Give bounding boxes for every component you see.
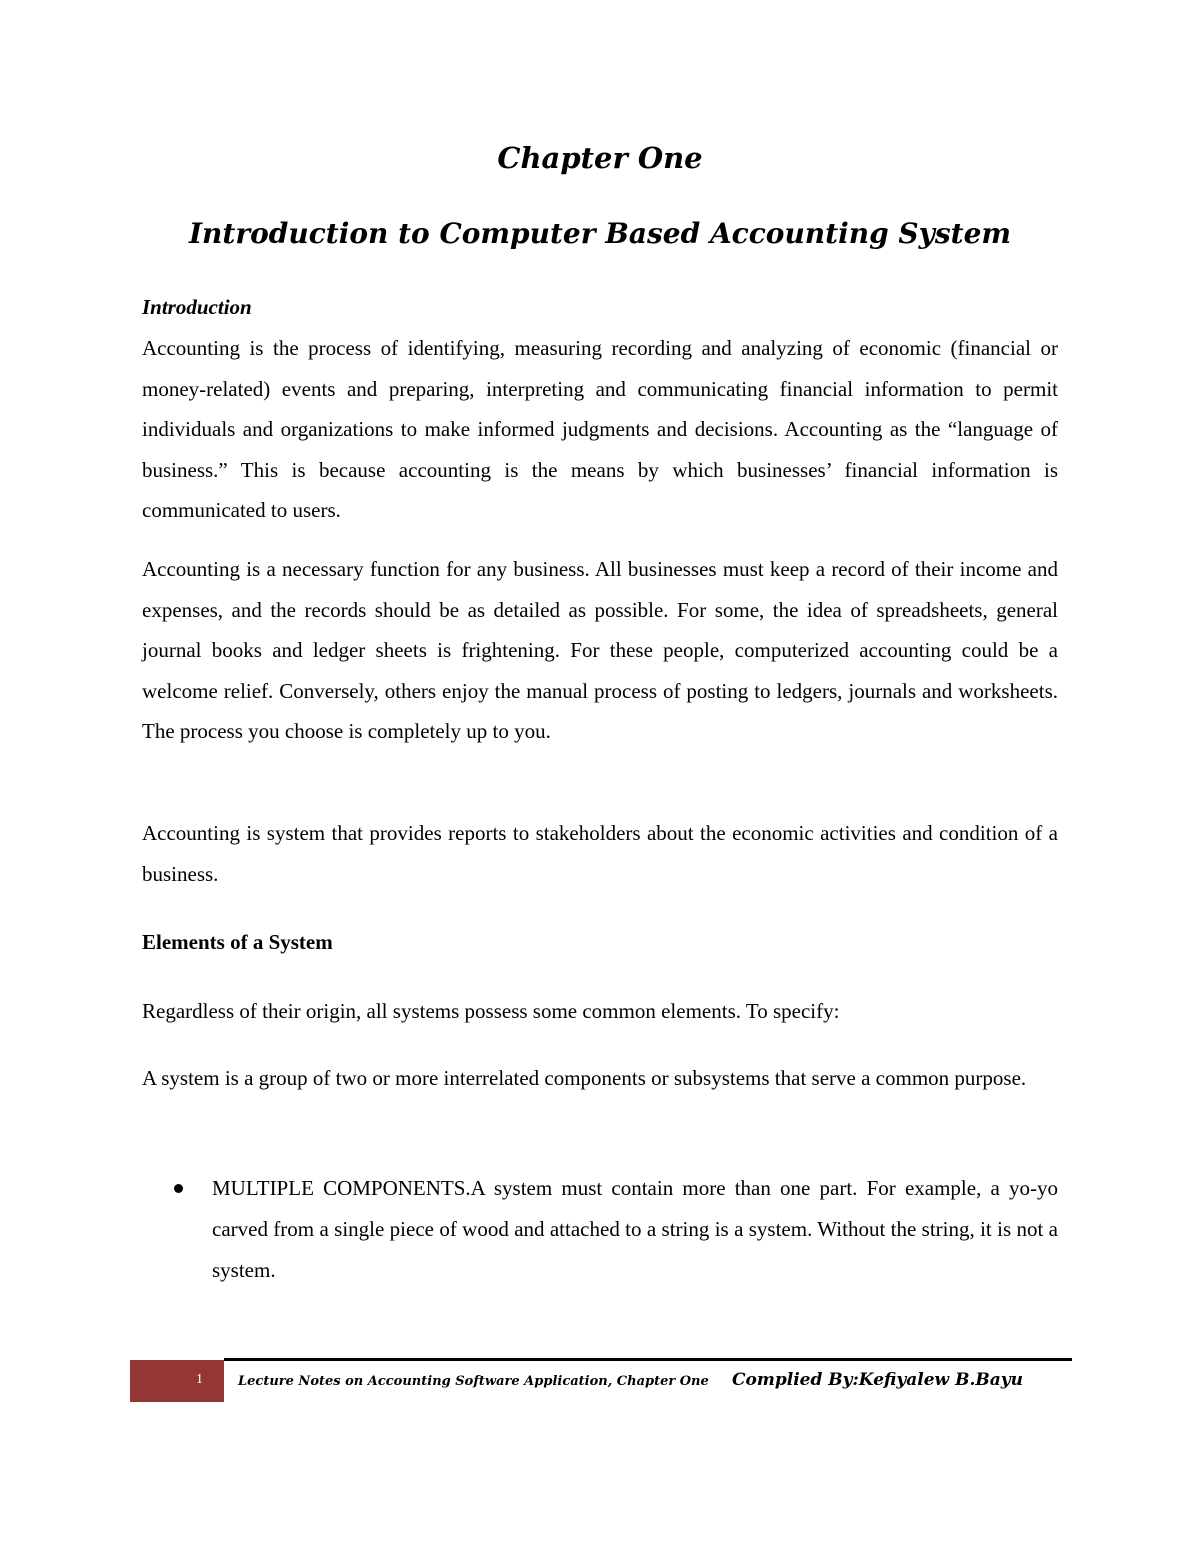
page-number: 1 [196, 1372, 203, 1387]
system-definition-paragraph: A system is a group of two or more interrelated components or subsystems that serve a common purpose. [142, 1066, 1027, 1090]
bullet-list [160, 1168, 1058, 1291]
footer-page-number-box [130, 1360, 224, 1402]
bullet-text: MULTIPLE COMPONENTS.A system must contain more than one part. For example, a yo-yo carved from a single piece of wood and attached to a string is a system. Without the string, it is not a system. [212, 1176, 1058, 1282]
footer-divider [224, 1358, 1072, 1361]
bullet-dot-icon [174, 1184, 183, 1193]
paragraph-accounting-system: Accounting is system that provides reports to stakeholders about the economic activities and condition of a business. [142, 821, 1058, 886]
chapter-subtitle: Introduction to Computer Based Accounting System [188, 217, 1012, 250]
paragraph-accounting-function: Accounting is a necessary function for any business. All businesses must keep a record of their income and expenses, and the records should be as detailed as possible. For some, the idea of spreadsheets, general journal books and ledger sheets is frightening. For these people, computerized accounting could be a welcome relief. Conversely, others enjoy the manual process of posting to ledgers, journals and worksheets. The process you choose is completely up to you. [142, 557, 1058, 743]
footer-author: Complied By:Kefiyalew B.Bayu [732, 1370, 1024, 1390]
paragraph-accounting-definition: Accounting is the process of identifying, measuring recording and analyzing of economic (financial or money-related) events and preparing, interpreting and communicating financial information to permit individuals and organizations to make informed judgments and decisions. Accounting as the “language of business.” This is because accounting is the means by which businesses’ financial information is communicated to users. [142, 336, 1058, 522]
introduction-heading: Introduction [142, 295, 252, 319]
chapter-title: Chapter One [497, 141, 703, 175]
elements-heading: Elements of a System [142, 930, 333, 954]
footer-note: Lecture Notes on Accounting Software Application, Chapter One [238, 1374, 709, 1389]
list-item [160, 1168, 1058, 1291]
elements-intro-paragraph: Regardless of their origin, all systems possess some common elements. To specify: [142, 999, 840, 1023]
